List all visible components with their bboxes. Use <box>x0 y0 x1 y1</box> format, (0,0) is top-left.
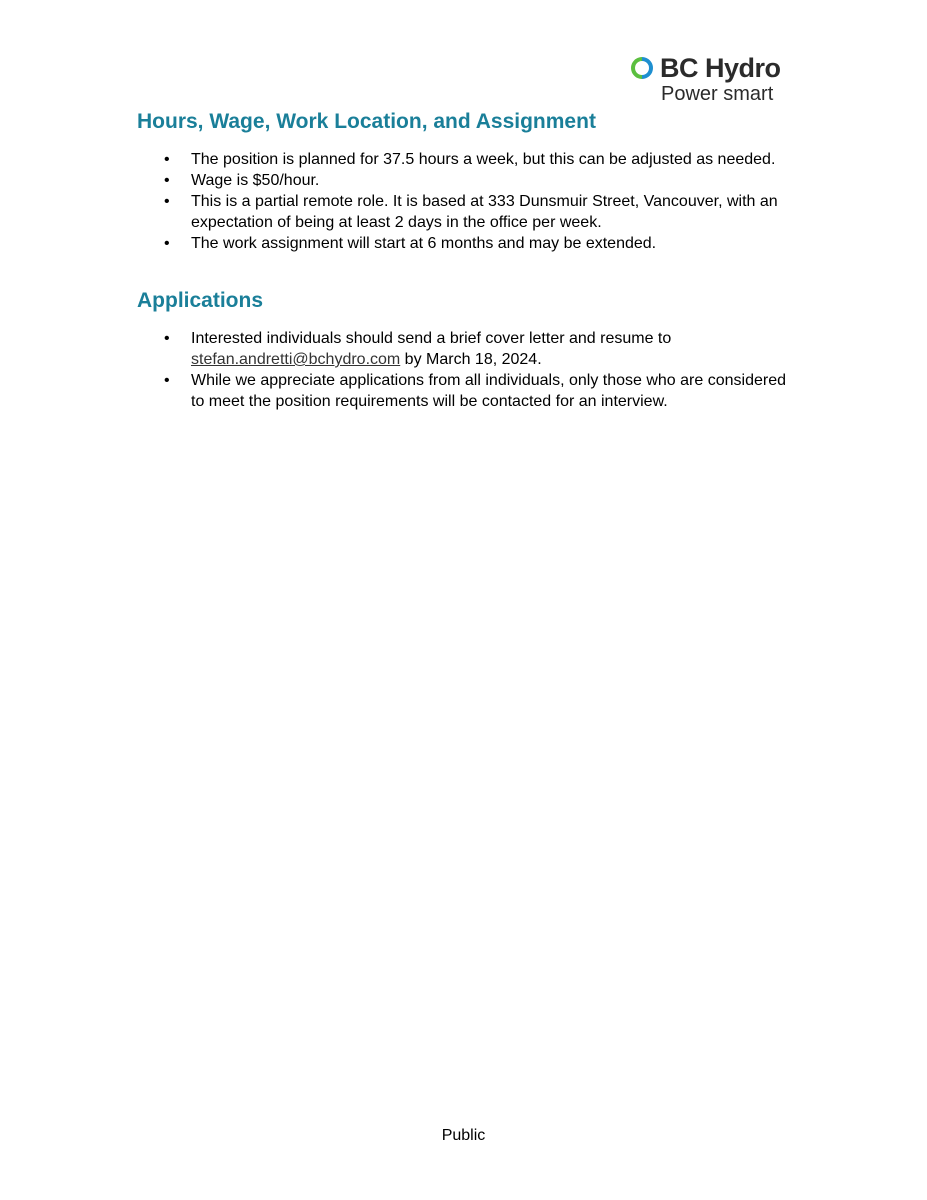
list-item <box>137 149 797 170</box>
list-item <box>137 191 797 233</box>
list-item <box>137 328 797 370</box>
list-item-text-after: by March 18, 2024. <box>400 351 542 368</box>
bullet-icon: • <box>164 330 170 347</box>
hours-bullet-list <box>137 149 797 254</box>
bullet-icon: • <box>164 172 170 189</box>
bullet-icon: • <box>164 151 170 168</box>
list-item-text-before: Interested individuals should send a brief cover letter and resume to <box>191 330 672 347</box>
footer-classification: Public <box>441 1127 486 1144</box>
bc-hydro-logo-icon <box>630 56 654 80</box>
bc-hydro-logo <box>630 52 800 106</box>
section-heading-applications: Applications <box>137 289 264 312</box>
applications-bullet-list <box>137 328 797 412</box>
list-item <box>137 170 797 191</box>
list-item-text: This is a partial remote role. It is based at 333 Dunsmuir Street, Vancouver, with an expectation of being at least 2 days in the office per week. <box>191 193 778 231</box>
list-item-text: While we appreciate applications from all individuals, only those who are considered to meet the position requirements will be contacted for an interview. <box>191 372 786 410</box>
list-item <box>137 233 797 254</box>
bullet-icon: • <box>164 372 170 389</box>
list-item <box>137 370 797 412</box>
brand-name: BC Hydro <box>660 53 781 83</box>
brand-tagline: Power smart <box>661 83 774 105</box>
bullet-icon: • <box>164 235 170 252</box>
list-item-text: Wage is $50/hour. <box>191 172 320 189</box>
section-heading-hours: Hours, Wage, Work Location, and Assignment <box>137 110 596 133</box>
bullet-icon: • <box>164 193 170 210</box>
email-link[interactable]: stefan.andretti@bchydro.com <box>191 351 401 368</box>
list-item-text: The work assignment will start at 6 months and may be extended. <box>191 235 657 252</box>
list-item-text: The position is planned for 37.5 hours a week, but this can be adjusted as needed. <box>191 151 776 168</box>
